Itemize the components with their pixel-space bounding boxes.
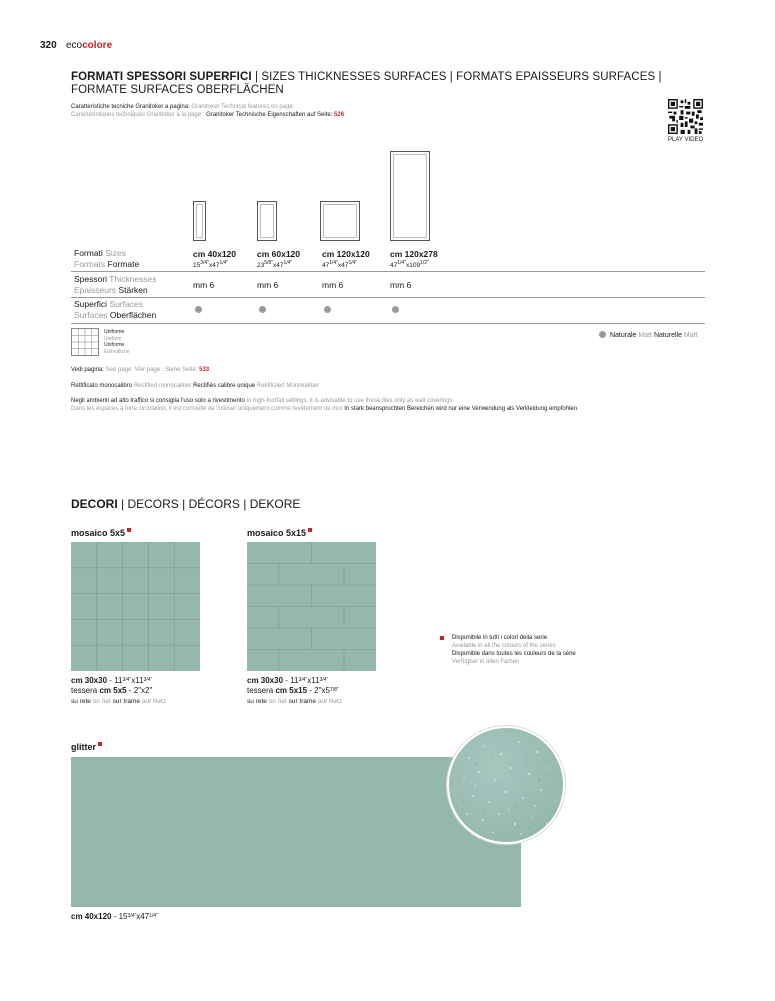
format-shape-120x278 <box>390 151 430 241</box>
tech-it: Caratteristiche tecniche Granitoker a pagina: <box>71 104 192 110</box>
see-page-note <box>71 366 209 374</box>
tech-fr: Caractéristiques techniques Granitoker à la page : <box>71 112 207 118</box>
see-page-de: Siehe Seite: <box>165 367 200 373</box>
rectified-en: Rectified monocaliber <box>133 383 194 389</box>
label-fr: Surfaces <box>74 310 108 320</box>
size-cm: cm 30x30 <box>247 676 284 685</box>
table-divider <box>71 297 705 298</box>
see-page-link[interactable]: 533 <box>199 367 210 373</box>
format-in-a-sup: 1/4" <box>329 260 338 266</box>
format-shape-120x120 <box>320 201 360 241</box>
format-in-a-sup: 1/4" <box>397 260 406 266</box>
see-page-en: See page: <box>105 367 135 373</box>
available-marker <box>127 528 131 532</box>
uniform-it: Uniforme <box>104 329 125 335</box>
label-en: Thicknesses <box>109 274 157 284</box>
uniform-pattern-icon <box>71 328 99 356</box>
title-bold: FORMATI SPESSORI SUPERFICI <box>71 71 252 83</box>
label-de: Stärken <box>118 285 148 295</box>
format-in-b: x47 <box>337 262 349 269</box>
available-marker <box>440 636 444 640</box>
size-in-a-sup: 3/4" <box>127 913 137 919</box>
size-in-b: x47 <box>136 912 150 921</box>
mosaico-5x5-caption <box>71 676 166 707</box>
tessera-in: - 2"x5 <box>307 686 330 695</box>
row-label-formats <box>74 248 139 270</box>
format-in-a: 23 <box>257 262 265 269</box>
decori-rest: | DECORS | DÉCORS | DEKORE <box>117 497 301 511</box>
rectified-fr: Rectifiés calibre unique <box>193 383 257 389</box>
row-label-thickness <box>74 274 157 296</box>
row-label-surfaces <box>74 299 156 321</box>
mosaico-5x15-title <box>247 528 312 538</box>
label-de: Oberflächen <box>109 310 157 320</box>
format-in-a-sup: 3/4" <box>200 260 209 266</box>
tech-page-link[interactable]: 526 <box>334 112 345 118</box>
glitter-title <box>71 742 102 752</box>
rectified-it: Rettificato monocalibro <box>71 383 134 389</box>
format-shape-60x120 <box>257 201 277 241</box>
glitter-sparkles <box>449 728 565 844</box>
tech-de: Granitoker Technische Eigenschaften auf Seite: <box>206 112 335 118</box>
availability-it: Disponibile in tutti i colori della serie <box>452 635 548 641</box>
format-column-2 <box>257 249 300 271</box>
tech-features-line1 <box>71 103 294 111</box>
surface-matt-dot <box>392 306 399 313</box>
finish-en: Matt <box>638 332 652 339</box>
advice-it: Negli ambienti ad alto traffico si consiglia l'uso solo a rivestimento <box>71 398 247 404</box>
format-in-b-sup: 1/2" <box>420 260 429 266</box>
surface-matt-dot <box>259 306 266 313</box>
size-in-a-sup: 3/4" <box>298 677 308 683</box>
thickness-value: mm 6 <box>193 280 215 290</box>
advice-note-2 <box>71 405 577 413</box>
thickness-value: mm 6 <box>390 280 412 290</box>
advice-fr: Dans les espaces à forte circulation, il est conseillé de l'utiliser uniquement comme revêtement de mur <box>71 406 345 412</box>
format-in-b-sup: 1/4" <box>283 260 293 266</box>
tessera-cm: cm 5x15 <box>275 686 308 695</box>
net-en: on net <box>92 698 113 705</box>
surface-matt-dot <box>324 306 331 313</box>
format-cm: cm 40x120 <box>193 249 237 259</box>
advice-note-1 <box>71 397 453 405</box>
table-divider <box>71 323 705 324</box>
uniform-label <box>104 329 130 355</box>
tessera-in: - 2"x2" <box>126 686 153 695</box>
label-it: Formati <box>74 248 103 258</box>
brand-logo <box>66 40 112 51</box>
size-in-b-sup: 3/4" <box>143 677 153 683</box>
thickness-value: mm 6 <box>257 280 279 290</box>
format-in-b: x47 <box>272 262 284 269</box>
tessera-cm: cm 5x5 <box>99 686 127 695</box>
net-en: on net <box>268 698 289 705</box>
format-in-a-sup: 5/8" <box>264 260 273 266</box>
net-fr: sur trame <box>112 698 142 705</box>
finish-de: Matt <box>683 332 698 339</box>
tech-features-line2 <box>71 111 344 119</box>
size-cm: cm 30x30 <box>71 676 108 685</box>
availability-de: Verfügbar in allen Farben <box>452 659 520 665</box>
surface-matt-dot <box>195 306 202 313</box>
net-de: auf Netz <box>141 698 167 705</box>
mosaico-5x15-caption <box>247 676 342 707</box>
size-in-a: - 11 <box>283 676 299 685</box>
see-page-fr: Voir page : <box>134 367 166 373</box>
title-rest: | SIZES THICKNESSES SURFACES | FORMATS EPAISSEURS SURFACES | <box>251 71 662 83</box>
table-divider <box>71 271 705 272</box>
decori-heading <box>71 497 300 511</box>
format-cm: cm 60x120 <box>257 249 301 259</box>
format-cm: cm 120x278 <box>390 249 438 259</box>
format-in-a: 15 <box>193 262 201 269</box>
availability-en: Available in all the colours of the series <box>452 643 556 649</box>
format-in-b-sup: 1/4" <box>219 260 229 266</box>
size-cm: cm 40x120 <box>71 912 112 921</box>
net-fr: sur trame <box>288 698 318 705</box>
label-it: Spessori <box>74 274 108 284</box>
tessera-label: tessera <box>71 686 100 695</box>
tessera-label: tessera <box>247 686 276 695</box>
play-video-label[interactable]: PLAY VIDEO <box>668 137 704 143</box>
page-number: 320 <box>40 40 57 51</box>
advice-de: In stark beanspruchten Bereichen wird nur eine Verwendung als Verkleidung empfohlen <box>344 406 578 412</box>
label-de: Formate <box>107 259 140 269</box>
available-marker <box>308 528 312 532</box>
net-de: auf Netz <box>317 698 343 705</box>
mosaico-5x5-name: mosaico 5x5 <box>71 528 126 538</box>
see-page-it: Vedi pagina: <box>71 367 106 373</box>
format-column-1 <box>193 249 236 271</box>
label-en: Surfaces <box>109 299 143 309</box>
rectified-de: Rektifiziert Monokaliber <box>256 383 320 389</box>
label-fr: Formats <box>74 259 106 269</box>
label-it: Superfici <box>74 299 108 309</box>
finish-fr: Naturelle <box>653 332 682 339</box>
glitter-name: glitter <box>71 742 97 752</box>
brand-prefix: eco <box>66 40 83 51</box>
format-in-b: x47 <box>208 262 220 269</box>
finish-it: Naturale <box>609 332 637 339</box>
size-in-a-sup: 3/4" <box>122 677 132 683</box>
size-in-b: x11 <box>131 676 144 685</box>
size-in-b-sup: 3/4" <box>319 677 329 683</box>
available-marker <box>98 742 102 746</box>
brand-suffix: colore <box>82 40 113 51</box>
size-in-b: x11 <box>307 676 320 685</box>
qr-code-icon[interactable] <box>668 99 703 134</box>
label-en: Sizes <box>105 248 126 258</box>
uniform-fr: Uniforme <box>104 342 125 348</box>
mosaico-5x15-grid <box>247 542 376 671</box>
mosaico-5x5-tile <box>71 542 200 671</box>
section-title <box>71 71 671 97</box>
mosaico-5x5-title <box>71 528 131 538</box>
size-in-a: - 11 <box>107 676 123 685</box>
tessera-in-sup: 7/8" <box>329 687 339 693</box>
uniform-de: Einheitliche <box>104 348 130 355</box>
rectified-note <box>71 382 319 390</box>
glitter-zoom-detail <box>447 726 565 844</box>
mosaico-5x15-tile <box>247 542 376 671</box>
size-in-a: - 15 <box>111 912 128 921</box>
format-in-a: 47 <box>390 262 398 269</box>
title-line2: FORMATE SURFACES OBERFLÄCHEN <box>71 84 284 96</box>
mosaico-5x15-name: mosaico 5x15 <box>247 528 307 538</box>
format-cm: cm 120x120 <box>322 249 370 259</box>
thickness-value: mm 6 <box>322 280 344 290</box>
format-column-3 <box>322 249 370 271</box>
finish-dot <box>599 331 606 338</box>
tech-en: Granitoker Technical features on page: <box>191 104 295 110</box>
format-shape-40x120 <box>193 201 206 241</box>
advice-en: In high-footfall settings, it is advisable to use these tiles only as wall coverings <box>246 398 453 404</box>
glitter-caption <box>71 912 158 922</box>
label-fr: Epaisseurs <box>74 285 117 295</box>
format-column-4 <box>390 249 438 271</box>
availability-fr: Disponible dans toutes les couleurs de la série <box>452 651 576 657</box>
format-in-b: x109 <box>405 262 421 269</box>
format-in-b-sup: 1/4" <box>348 260 358 266</box>
net-it: su rete <box>71 698 93 705</box>
net-it: su rete <box>247 698 269 705</box>
size-in-b-sup: 1/4" <box>149 913 158 919</box>
decori-bold: DECORI <box>71 497 118 511</box>
mosaico-5x5-grid <box>71 542 200 671</box>
availability-note <box>440 634 576 666</box>
uniform-en: Uniform <box>104 335 122 342</box>
finish-legend <box>599 331 698 339</box>
format-in-a: 47 <box>322 262 330 269</box>
